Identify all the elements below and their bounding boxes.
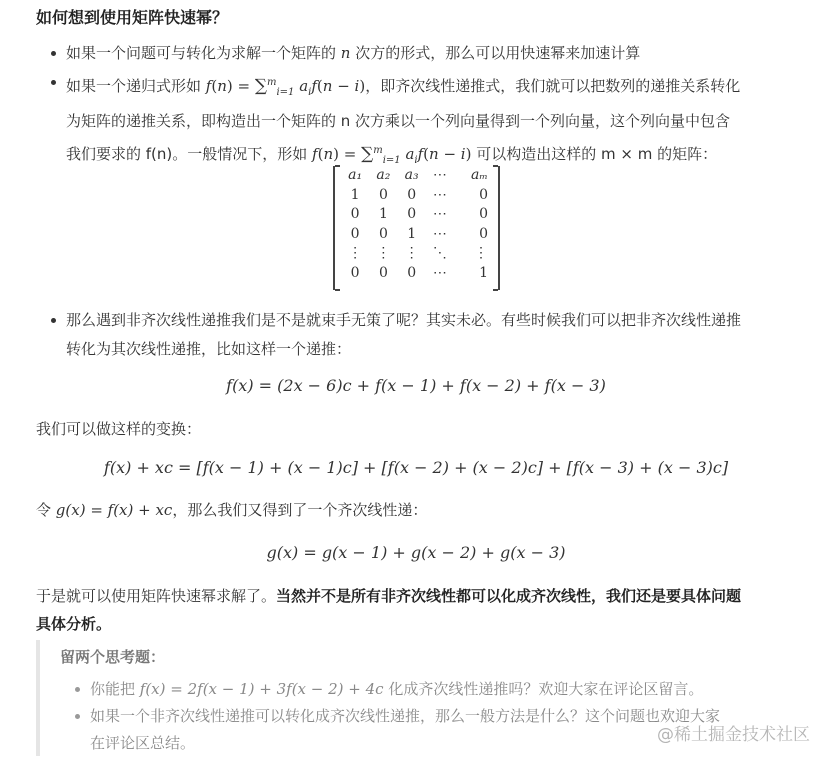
equation-homogeneous: g(x) = g(x − 1) + g(x − 2) + g(x − 3) <box>266 543 566 562</box>
list-item: 如果一个问题可与转化为求解一个矩阵的 n 次方的形式，那么可以用快速幂来加速计算 <box>66 39 796 68</box>
equation-nonhomogeneous: f(x) = (2x − 6)c + f(x − 1) + f(x − 2) + f(x − 3) <box>226 376 606 395</box>
companion-matrix: a₁ a₂ a₃ ⋯ aₘ 1 0 0 ⋯ 0 0 1 0 ⋯ 0 0 0 1 ⋯ 0 ⋮ ⋮ ⋮ ⋱ ⋮ 0 0 0 ⋯ 1 <box>333 166 500 290</box>
equation-transform: f(x) + xc = [f(x − 1) + (x − 1)c] + [f(x − 2) + (x − 2)c] + [f(x − 3) + (x − 3)c] <box>103 458 729 477</box>
quote-list-item: 如果一个非齐次线性递推可以转化成齐次线性递推，那么一般方法是什么？这个问题也欢迎大家 在评论区总结。 <box>90 703 790 757</box>
paragraph-let: 令 g(x) = f(x) + xc，那么我们又得到了一个齐次线性递： <box>36 501 428 519</box>
list-item: 那么遇到非齐次线性递推我们是不是就束手无策了呢？其实未必。有些时候我们可以把非齐次线性递推 转化为其次线性递推，比如这样一个递推： <box>66 306 796 364</box>
list-item-line: 为矩阵的递推关系，即构造出一个矩阵的 n 次方乘以一个列向量得到一个列向量，这个列向量中包含 <box>66 112 731 130</box>
section-heading: 如何想到使用矩阵快速幂？ <box>36 8 229 27</box>
quote-title: 留两个思考题： <box>60 648 166 666</box>
recurrence-formula: f(n) = ∑$^m_{i=1}$ $a_if(n - i)$ <box>312 144 472 166</box>
recurrence-formula: f(n) = ∑$^m_{i=1}$ $a_if(n - i)$ <box>205 76 366 98</box>
list-item <box>66 68 796 175</box>
list-item-line: 如果一个递归式形如 f(n) = ∑$^m_{i=1}$ $a_if(n - i)$，即齐次线性递推式，我们就可以把数列的递推关系转化 <box>66 76 741 98</box>
list-item-line: 我们要求的 f(n)。一般情况下，形如 f(n) = ∑$^m_{i=1}$ $a_if(n - i)$ 可以构造出这样的 m × m 的矩阵： <box>66 144 718 166</box>
quote-list-item: 你能把 f(x) = 2f(x − 1) + 3f(x − 2) + 4c 化成齐次线性递推吗？欢迎大家在评论区留言。 <box>90 676 790 703</box>
watermark: @稀土掘金技术社区 <box>657 725 810 745</box>
paragraph-transform: 我们可以做这样的变换： <box>36 420 202 438</box>
paragraph-conclusion: 于是就可以使用矩阵快速幂求解了。当然并不是所有非齐次线性都可以化成齐次线性，我们还是要具体问题 具体分析。 <box>36 587 742 633</box>
